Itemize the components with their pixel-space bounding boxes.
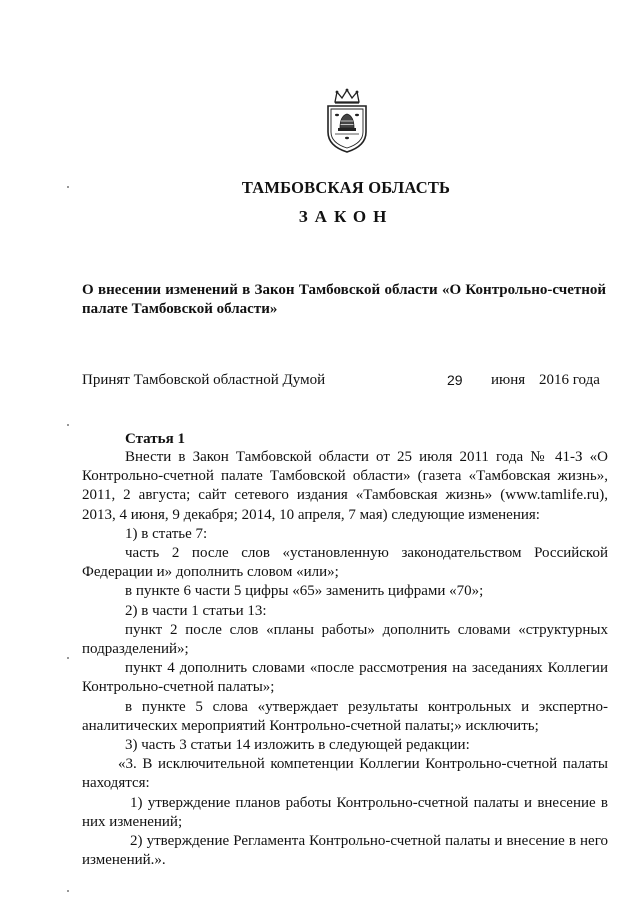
region-title: ТАМБОВСКАЯ ОБЛАСТЬ [241, 178, 451, 197]
paragraph: «3. В исключительной компетенции Коллегии Контрольно-счетной палаты находятся: [82, 756, 608, 792]
paragraph: пункт 4 дополнить словами «после рассмотрения на заседаниях Коллегии Контрольно-счетной палаты»; [82, 660, 608, 696]
coat-of-arms-icon [322, 88, 372, 154]
paragraph: часть 2 после слов «установленную законодательством Российской Федерации и» дополнить словом «или»; [82, 545, 608, 581]
paragraph: пункт 2 после слов «планы работы» дополнить словами «структурных подразделений»; [82, 621, 608, 658]
adopted-month: июня [491, 372, 526, 388]
paragraph: 2) в части 1 статьи 13: [125, 602, 267, 619]
adopted-by-text: Принят Тамбовской областной Думой [82, 372, 326, 388]
adopted-day: 29 [447, 372, 463, 388]
law-subject: О внесении изменений в Закон Тамбовской области «О Контрольно-счетной палате Тамбовской области» [82, 282, 606, 317]
paragraph: Внести в Закон Тамбовской области от 25 июля 2011 года № 41-З «О Контрольно-счетной палате Тамбовской области» (газета «Тамбовская жизнь», 2011, 2 августа; сайт сетевого издания «Тамбовская жизнь» (www.tamlife.ru), 2013, 4 июня, 9 декабря; 2014, 10 апреля, 7 мая) следующие изменения: [82, 449, 608, 523]
paragraph: 1) утверждение планов работы Контрольно-счетной палаты и внесение в них изменений; [82, 794, 608, 830]
paragraph: в пункте 6 части 5 цифры «65» заменить цифрами «70»; [125, 583, 484, 600]
paragraph: 2) утверждение Регламента Контрольно-счетной палаты и внесение в него изменений.». [82, 833, 608, 869]
law-title: ЗАКОН [298, 207, 394, 226]
scan-speck [67, 657, 69, 659]
article-heading: Статья 1 [125, 431, 185, 447]
scan-speck [67, 186, 69, 188]
paragraph: 3) часть 3 статьи 14 изложить в следующей редакции: [125, 737, 470, 754]
paragraph: в пункте 5 слова «утверждает результаты контрольных и экспертно-аналитических мероприятий Контрольно-счетной палаты;» исключить; [82, 698, 608, 734]
adopted-year: 2016 года [539, 372, 600, 388]
paragraph: 1) в статье 7: [125, 525, 208, 542]
scan-speck [67, 424, 69, 426]
article-body [82, 448, 608, 870]
scan-speck [67, 890, 69, 892]
